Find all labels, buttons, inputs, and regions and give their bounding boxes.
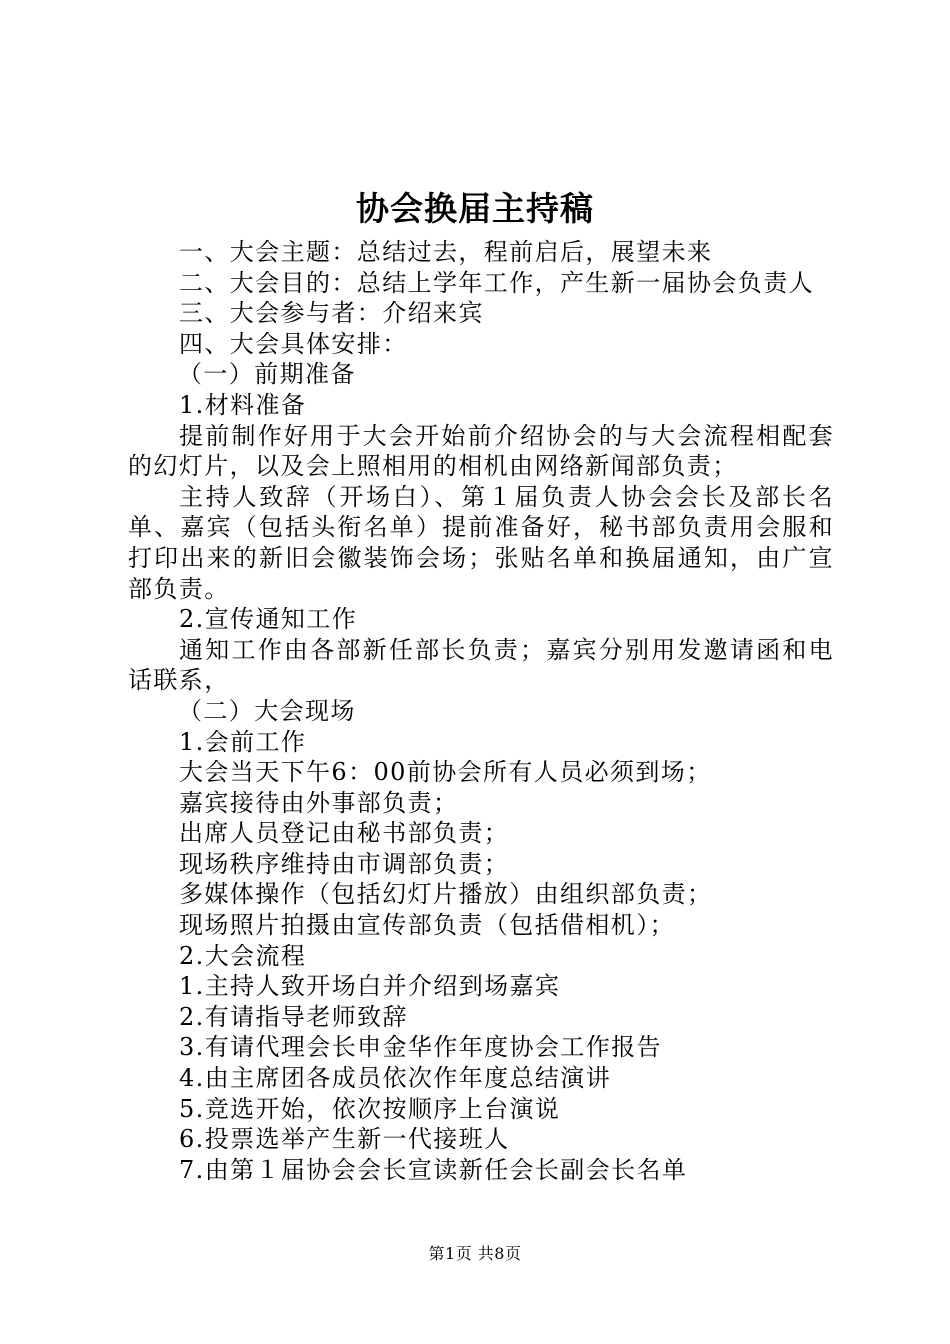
process-heading: 2.大会流程 — [179, 941, 307, 970]
page-number-footer: 第1页 共8页 — [428, 1244, 522, 1263]
publicity-paragraph: 通知工作由各部新任部长负责；嘉宾分别用发邀请函和电话联系， — [128, 635, 834, 695]
list-item: 7.由第１届协会会长宣读新任会长副会长名单 — [179, 1155, 688, 1184]
list-item: 现场照片拍摄由宣传部负责（包括借相机）； — [179, 911, 675, 940]
list-item: 2.有请指导老师致辞 — [179, 1002, 408, 1031]
materials-paragraph-2: 主持人致辞（开场白）、第１届负责人协会会长及部长名单、嘉宾（包括头衔名单）提前准备好，秘书部负责用会服和打印出来的新旧会徽装饰会场；张贴名单和换届通知，由广宣部负责。 — [128, 482, 834, 603]
arrangement-line: 四、大会具体安排： — [179, 329, 408, 358]
list-item: 现场秩序维持由市调部负责； — [179, 849, 510, 878]
purpose-line: 二、大会目的：总结上学年工作，产生新一届协会负责人 — [179, 268, 814, 297]
section-venue-heading: （二）大会现场 — [178, 696, 356, 725]
materials-heading: 1.材料准备 — [179, 390, 307, 419]
list-item: 4.由主席团各成员依次作年度总结演讲 — [179, 1064, 612, 1093]
list-item: 大会当天下午6：00前协会所有人员必须到场； — [179, 758, 712, 787]
theme-line: 一、大会主题：总结过去，程前启后，展望未来 — [179, 238, 713, 266]
document-body — [128, 237, 834, 1185]
list-item: 出席人员登记由秘书部负责； — [179, 819, 510, 848]
list-item: 多媒体操作（包括幻灯片播放）由组织部负责； — [179, 880, 713, 909]
document-title: 协会换届主持稿 — [356, 189, 594, 228]
list-item: 1.主持人致开场白并介绍到场嘉宾 — [179, 972, 561, 1001]
participants-line: 三、大会参与者：介绍来宾 — [179, 299, 484, 328]
list-item: 3.有请代理会长申金华作年度协会工作报告 — [179, 1033, 662, 1062]
pre-meeting-heading: 1.会前工作 — [179, 727, 307, 756]
materials-paragraph-1: 提前制作好用于大会开始前介绍协会的与大会流程相配套的幻灯片，以及会上照相用的相机由网络新闻部负责； — [128, 421, 834, 481]
list-item: 5.竞选开始，依次按顺序上台演说 — [179, 1094, 561, 1123]
list-item: 嘉宾接待由外事部负责； — [179, 788, 459, 817]
publicity-heading: 2.宣传通知工作 — [179, 605, 358, 634]
list-item: 6.投票选举产生新一代接班人 — [179, 1125, 510, 1154]
section-preparation-heading: （一）前期准备 — [178, 360, 356, 389]
